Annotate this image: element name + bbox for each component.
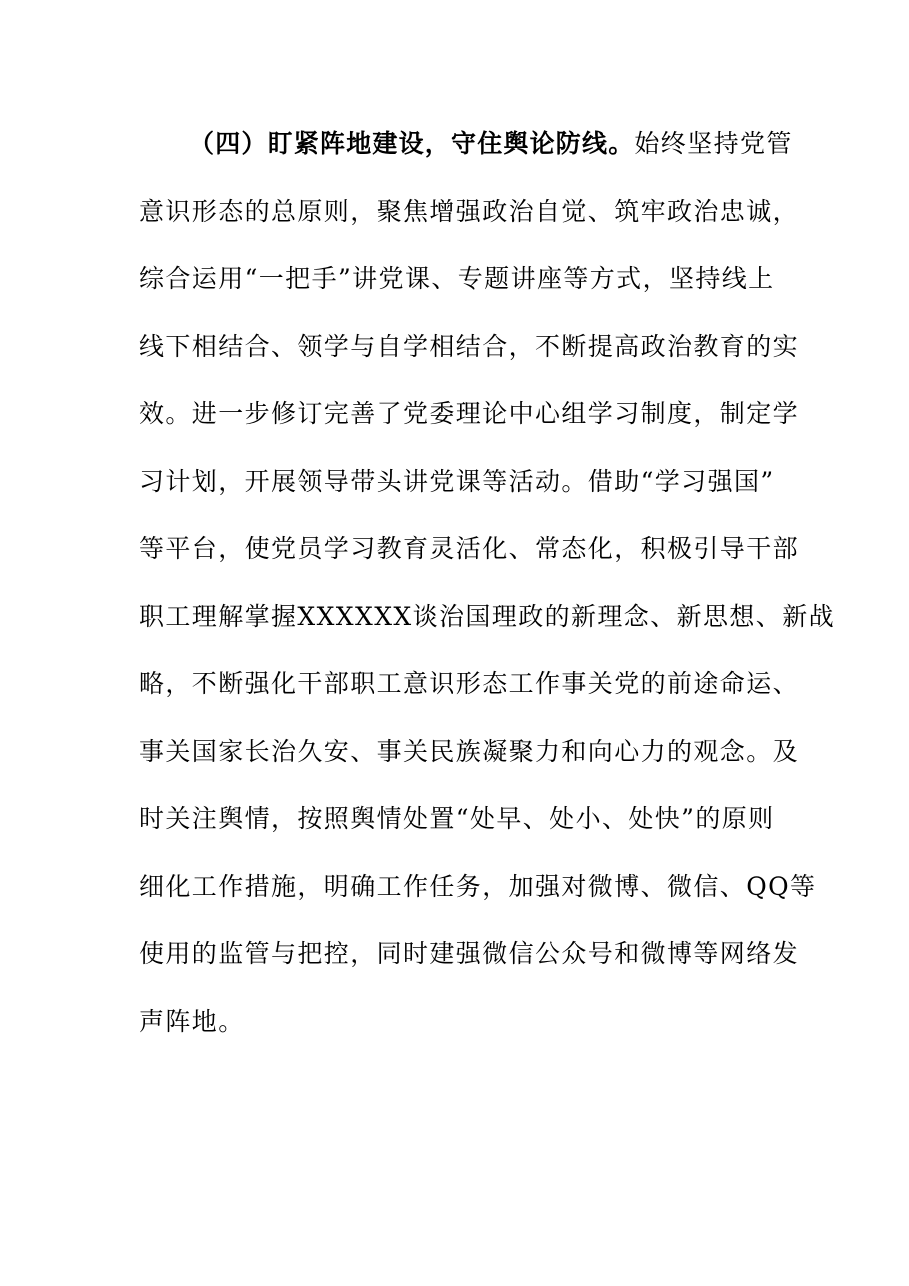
section-heading: （四）盯紧阵地建设，守住舆论防线。 <box>189 129 635 158</box>
paragraph-line-14: 声阵地。 <box>139 1006 245 1036</box>
paragraph-line-2: 意识形态的总原则，聚焦增强政治自觉、筑牢政治忠诚， <box>139 196 800 226</box>
paragraph-line-5: 效。进一步修订完善了党委理论中心组学习制度，制定学 <box>139 399 800 428</box>
paragraph-line-13: 使用的监管与把控，同时建强微信公众号和微博等网络发 <box>139 939 800 968</box>
paragraph-line-8: 职工理解掌握XXXXXX谈治国理政的新理念、新思想、新战 <box>139 601 835 631</box>
paragraph-line-4: 线下相结合、领学与自学相结合，不断提高政治教育的实 <box>139 331 800 361</box>
paragraph-line-12: 细化工作措施，明确工作任务，加强对微博、微信、QQ等 <box>139 871 817 901</box>
paragraph-line-6: 习计划，开展领导带头讲党课等活动。借助“学习强国” <box>139 466 775 496</box>
paragraph-line-7: 等平台，使党员学习教育灵活化、常态化，积极引导干部 <box>139 534 800 563</box>
paragraph-text: 始终坚持党管 <box>634 129 793 158</box>
paragraph <box>139 122 835 1067</box>
paragraph-line-9: 略，不断强化干部职工意识形态工作事关党的前途命运、 <box>139 669 800 698</box>
paragraph-line-1 <box>139 122 793 190</box>
paragraph-line-3: 综合运用“一把手”讲党课、专题讲座等方式，坚持线上 <box>139 264 775 293</box>
paragraph-line-11: 时关注舆情，按照舆情处置“处早、处小、处快”的原则 <box>139 804 775 833</box>
paragraph-line-10: 事关国家长治久安、事关民族凝聚力和向心力的观念。及 <box>139 736 800 766</box>
